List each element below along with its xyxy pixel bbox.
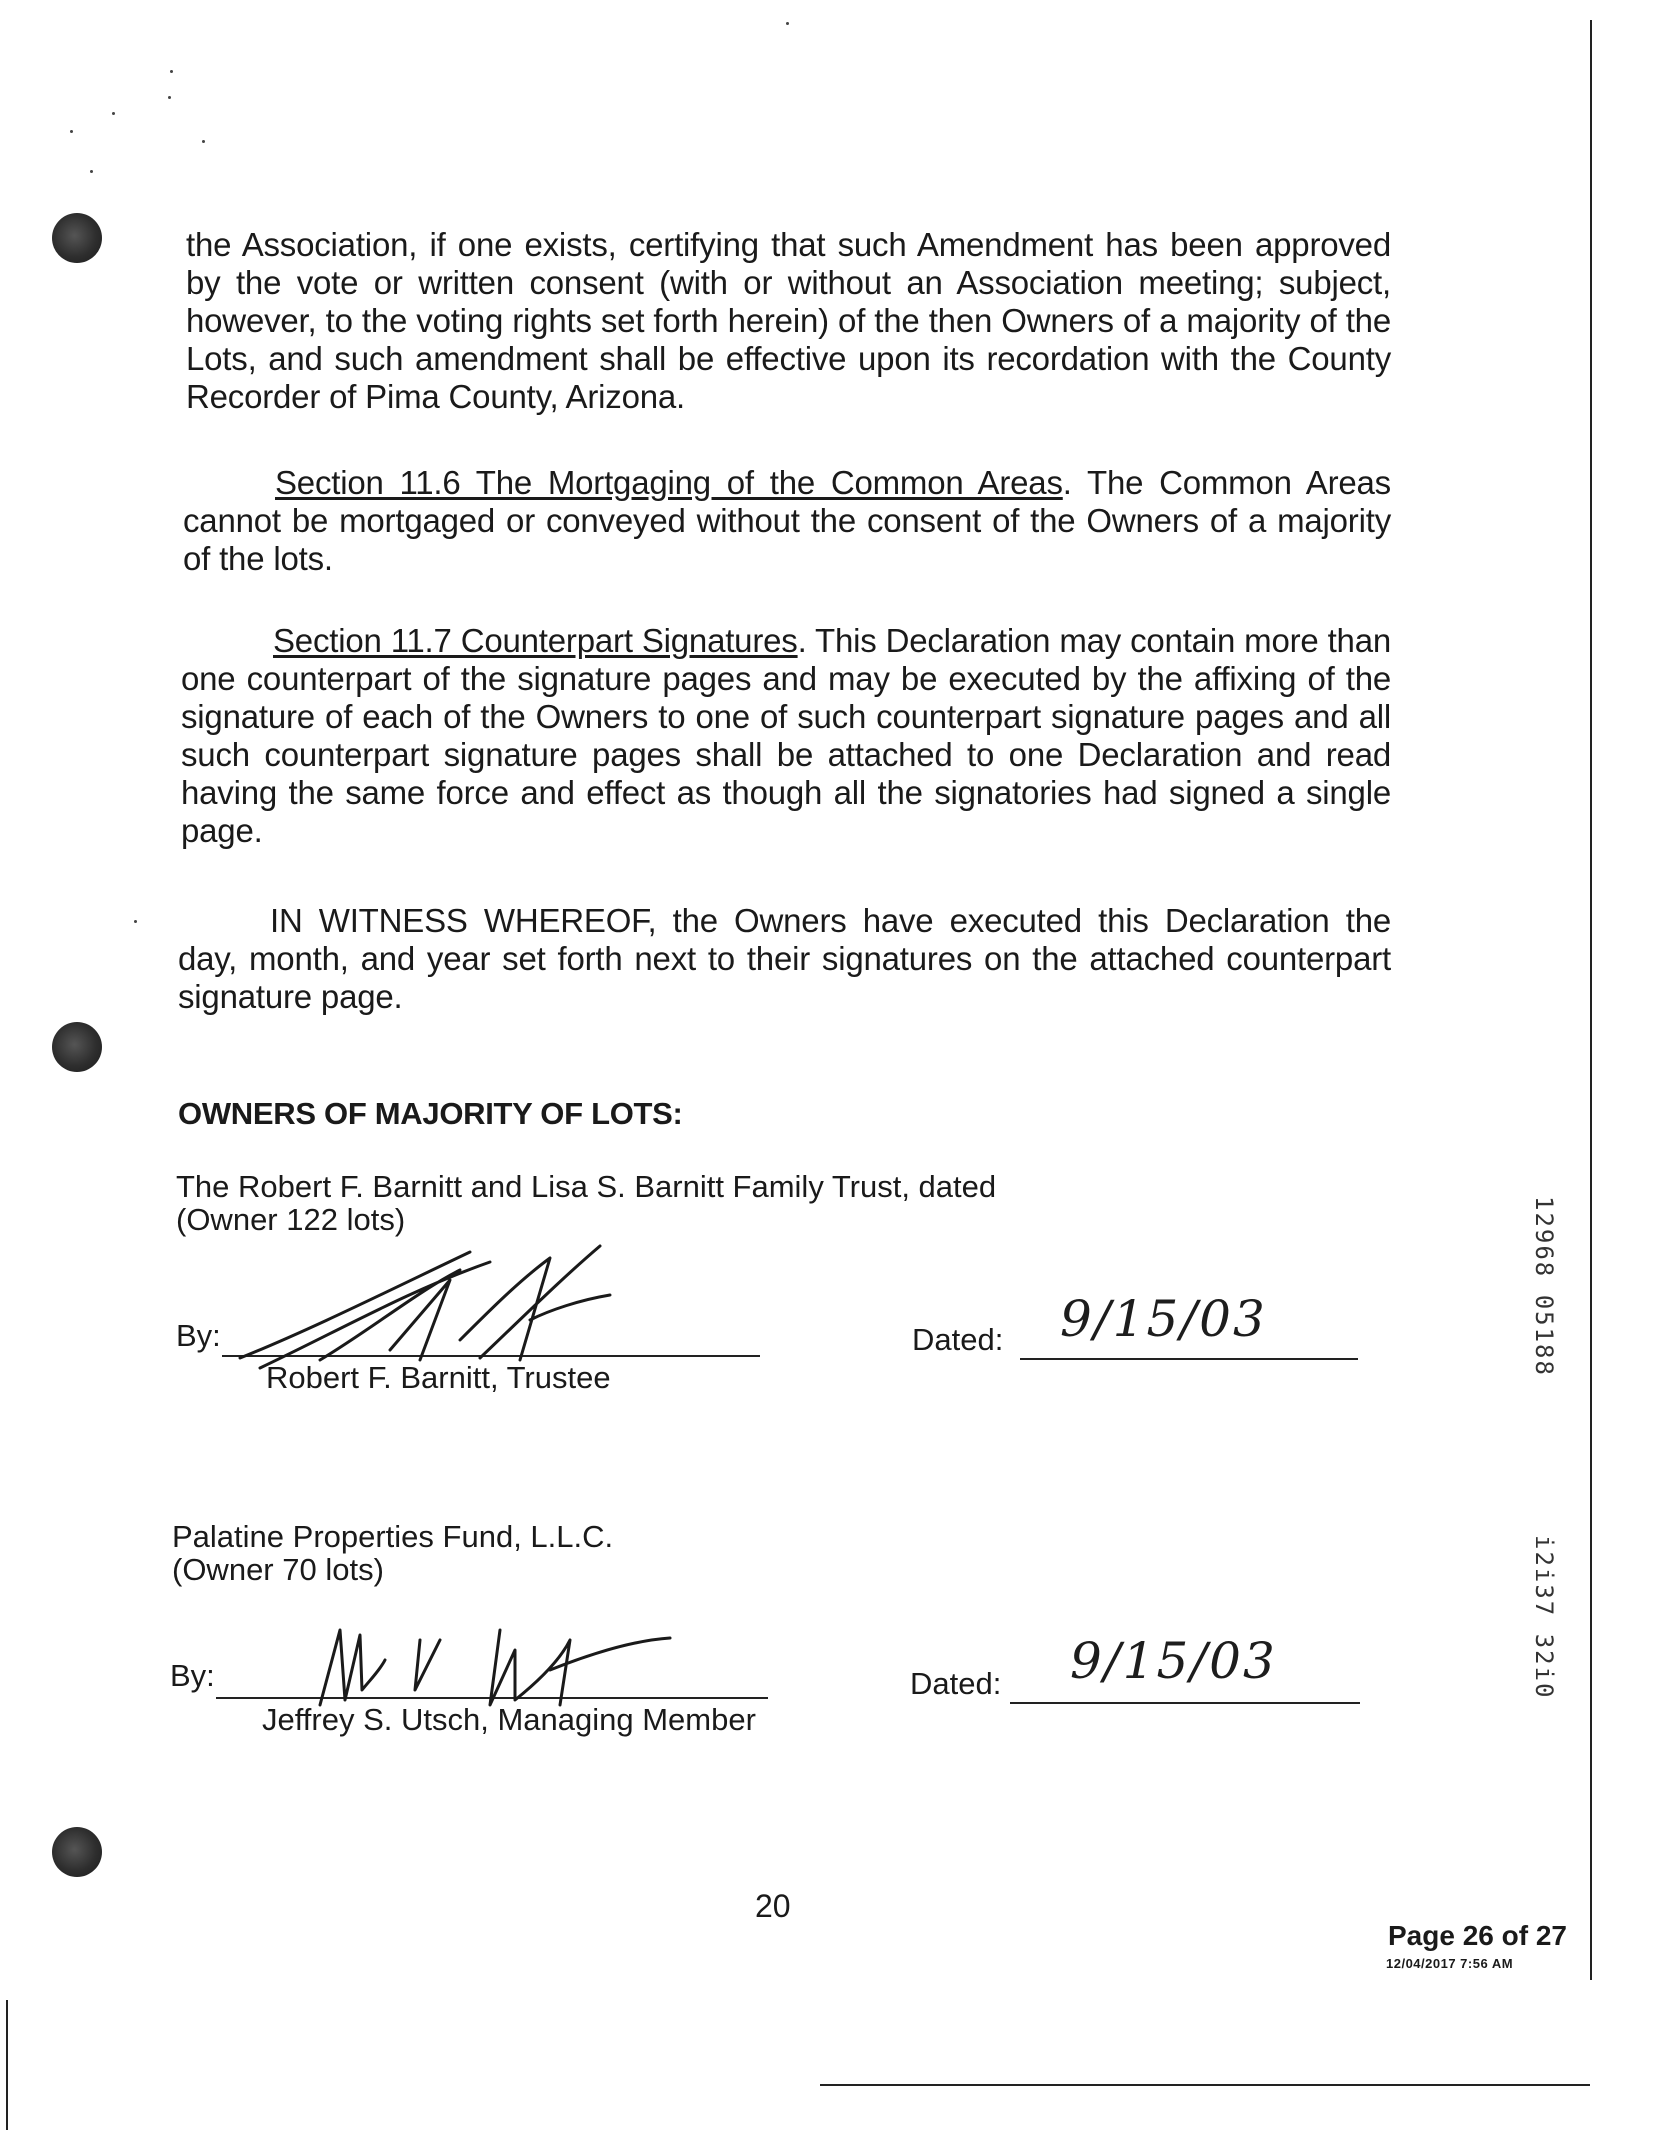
owners-heading: OWNERS OF MAJORITY OF LOTS: xyxy=(178,1096,683,1131)
recording-stamp: i2i37 32i0 xyxy=(1530,1535,1558,1700)
scan-edge-line xyxy=(820,2084,1590,2086)
scan-edge-line xyxy=(6,2000,8,2130)
punch-hole-bottom xyxy=(52,1827,102,1877)
page-number: 20 xyxy=(755,1888,791,1924)
witness-text: IN WITNESS WHEREOF, the Owners have executed this Declaration the day, month, and year set forth next to their signatures on the attached counterpart signature page. xyxy=(178,902,1391,1015)
recorded-timestamp: 12/04/2017 7:56 AM xyxy=(1386,1956,1514,1971)
owner-2-by-label: By: xyxy=(170,1658,215,1693)
scan-speck xyxy=(202,140,205,143)
scan-speck xyxy=(786,22,789,25)
witness-paragraph xyxy=(178,902,1391,1016)
owner-1-by-label: By: xyxy=(176,1318,221,1353)
scan-speck xyxy=(134,920,137,923)
section-11-7-heading: Section 11.7 Counterpart Signatures xyxy=(273,622,798,659)
scan-speck xyxy=(90,170,93,173)
docket-stamp: 12968 05188 xyxy=(1530,1196,1558,1377)
owner-1-lots: (Owner 122 lots) xyxy=(176,1202,406,1237)
page-of-count: Page 26 of 27 xyxy=(1388,1920,1567,1951)
punch-hole-middle xyxy=(52,1022,102,1072)
owner-1-dated-label: Dated: xyxy=(912,1322,1004,1357)
scan-speck xyxy=(170,70,173,73)
owner-2-date-handwritten: 9/15/03 xyxy=(1070,1632,1277,1690)
section-11-6 xyxy=(183,464,1391,578)
section-11-6-text: . The Common Areas cannot be mortgaged or conveyed without the consent of the Owners of a majority of the lots. xyxy=(183,464,1391,577)
owner-2-dated-label: Dated: xyxy=(910,1666,1002,1701)
owner-1-date-handwritten: 9/15/03 xyxy=(1060,1290,1267,1348)
owner-1-date-line xyxy=(1020,1358,1358,1360)
owner-1-signer-name: Robert F. Barnitt, Trustee xyxy=(266,1360,611,1395)
scan-speck xyxy=(112,112,115,115)
owner-1-entity: The Robert F. Barnitt and Lisa S. Barnitt Family Trust, dated xyxy=(176,1169,997,1204)
section-11-6-heading: Section 11.6 The Mortgaging of the Common Areas xyxy=(275,464,1063,501)
paragraph-amendment: the Association, if one exists, certifying that such Amendment has been approved by the vote or written consent (with or without an Association meeting; subject, however, to the voting rights set forth herein) of the then Owners of a majority of the Lots, and such amendment shall be effective upon its recordation with the County Recorder of Pima County, Arizona. xyxy=(186,226,1391,415)
punch-hole-top xyxy=(52,213,102,263)
owner-2-entity: Palatine Properties Fund, L.L.C. xyxy=(172,1519,614,1554)
owner-2-date-line xyxy=(1010,1702,1360,1704)
owner-2-signer-name: Jeffrey S. Utsch, Managing Member xyxy=(262,1702,756,1737)
scan-speck xyxy=(70,130,73,133)
owner-2-lots: (Owner 70 lots) xyxy=(172,1552,384,1587)
section-11-7 xyxy=(181,622,1391,850)
scan-edge-line xyxy=(1590,20,1592,1980)
section-11-7-text: . This Declaration may contain more than one counterpart of the signature pages and may be executed by the affixing of the signature of each of the Owners to one of such counterpart signature pages and all such counterpart signature pages shall be attached to one Declaration and read having the same force and effect as though all the signatories had signed a single page. xyxy=(181,622,1391,849)
scan-speck xyxy=(168,96,171,99)
